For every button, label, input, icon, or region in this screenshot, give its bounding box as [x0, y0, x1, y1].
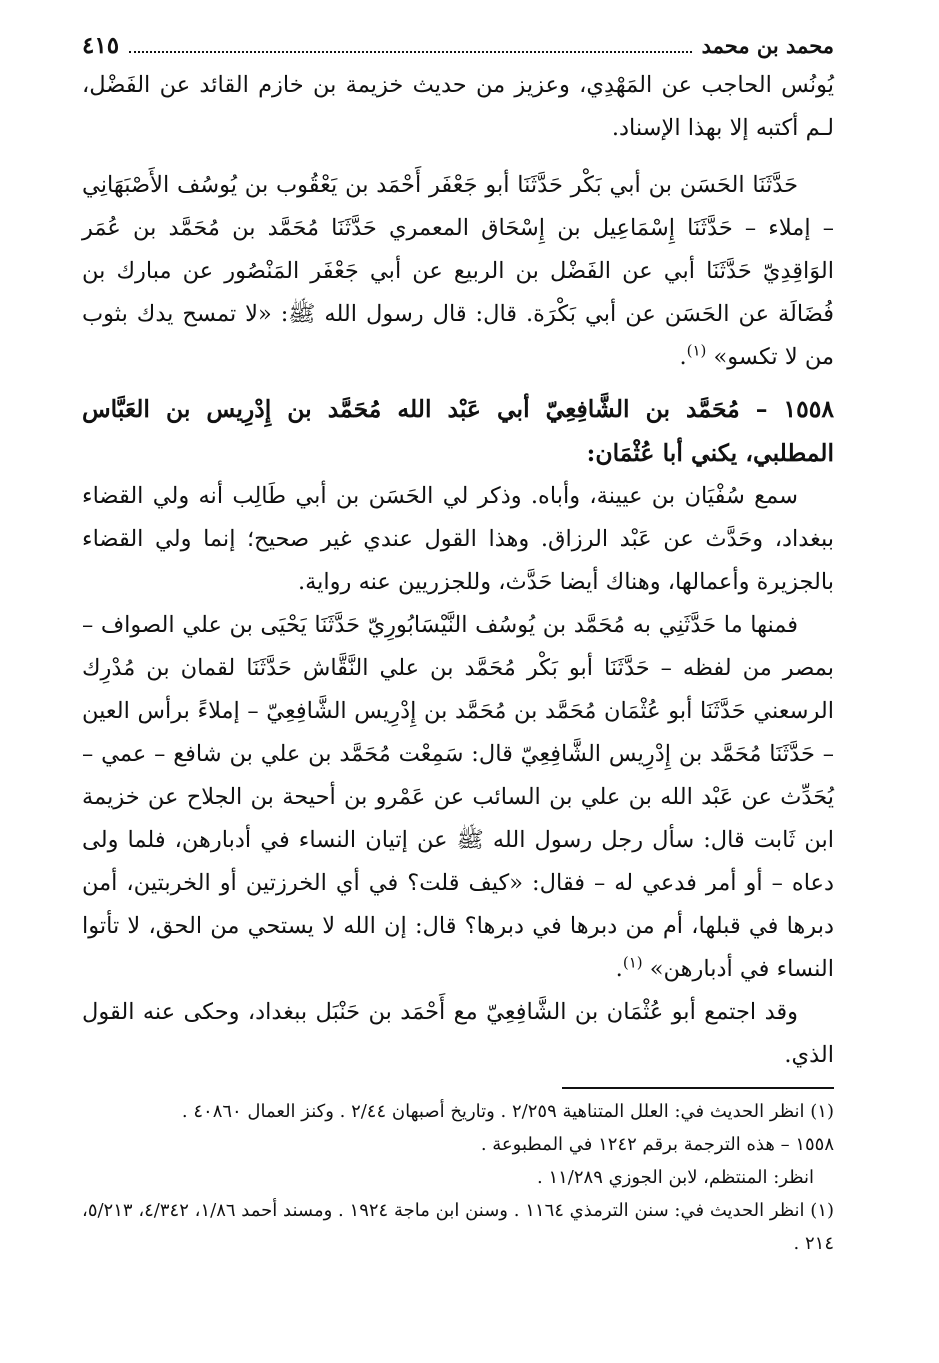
leader-dots: [129, 51, 692, 53]
paragraph-continuation: [82, 64, 834, 150]
footnote: (١) انظر الحديث في: العلل المتناهية ٢/٢٥٩ . وتاريخ أصبهان ٢/٤٤ . وكنز العمال ٤٠٨٦٠ .: [181, 1101, 834, 1122]
paragraph-text: فمنها ما حَدَّثَنِي به مُحَمَّد بن يُوسُف النَّيْسَابُورِيّ حَدَّثَنَا يَحْيَى بن علي الصواف – بمصر من لفظه – حَدَّثَنَا أبو بَكْر مُحَمَّد بن علي النَّقَّاش حَدَّثَنَا لقمان بن مُدْرِك الرسعني حَدَّثَنَا أبو عُثْمَان مُحَمَّد بن مُحَمَّد بن إِدْرِيس الشَّافِعِيّ – إملاءً برأس العين – حَدَّثَنَا مُحَمَّد بن إِدْرِيس الشَّافِعِيّ قال: سَمِعْت مُحَمَّد بن علي بن شافع – عمي – يُحَدِّث عن عَبْد الله بن علي بن السائب عن عَمْرو بن أحيحة بن الجلاح عن خزيمة ابن ثَابت قال: سأل رجل رسول الله ﷺ عن إتيان النساء في أدبارهن، فلما ولى دعاه – أو أمر فدعي له – فقال: «كيف قلت؟ في أي الخرزتين أو الخربتين، أمن دبرها في قبلها، أم من دبرها في دبرها؟ قال: إن الله لا يستحي من الحق، لا تأتوا النساء في أدبارهن»: [82, 612, 834, 982]
paragraph-text: يُونُس الحاجب عن المَهْدِي، وعزيز من حديث خزيمة بن خازم القائد عن الفَضْل، لـم أكتبه إلا بهذا الإسناد.: [82, 72, 834, 141]
running-title: محمد بن محمد: [701, 33, 834, 58]
paragraph-closing: [82, 991, 834, 1077]
footnote: ١٥٥٨ – هذه الترجمة برقم ١٢٤٢ في المطبوعة .: [480, 1134, 834, 1155]
paragraph-hadith: حَدَّثَنَا الحَسَن بن أبي بَكْر حَدَّثَنَا أبو جَعْفَر أَحْمَد بن يَعْقُوب بن يُوسُف الأَصْبَهَانِي – إملاء – حَدَّثَنَا إِسْمَاعِيل بن إِسْحَاق المعمري حَدَّثَنَا مُحَمَّد بن مُحَمَّد بن عُمَر الوَاقِدِيّ حَدَّثَنَا أبي عن الفَضْل بن الربيع عن أبي جَعْفَر المَنْصُور عن مبارك بن فُضَالَة عن الحَسَن عن أبي بَكْرَة. قال: قال رسول الله ﷺ: «لا تمسح يدك بثوب من لا تكسو» $^{(١)}$.: [82, 172, 834, 370]
paragraph-biography: [82, 475, 834, 604]
paragraph-text: حَدَّثَنَا الحَسَن بن أبي بَكْر حَدَّثَنَا أبو جَعْفَر أَحْمَد بن يَعْقُوب بن يُوسُف الأَصْبَهَانِي – إملاء – حَدَّثَنَا إِسْمَاعِيل بن إِسْحَاق المعمري حَدَّثَنَا مُحَمَّد بن مُحَمَّد بن عُمَر الوَاقِدِيّ حَدَّثَنَا أبي عن الفَضْل بن الربيع عن أبي جَعْفَر المَنْصُور عن مبارك بن فُضَالَة عن الحَسَن عن أبي بَكْرَة. قال: قال رسول الله ﷺ: «لا تمسح يدك بثوب من لا تكسو»: [82, 172, 834, 370]
footnote-separator: [562, 1087, 834, 1089]
footnote: (١) انظر الحديث في: سنن الترمذي ١١٦٤ . وسنن ابن ماجة ١٩٢٤ . ومسند أحمد ١/٨٦، ٤/٣٤٢، ٥/٢١٣، ٢١٤ .: [82, 1200, 835, 1254]
running-header: [82, 28, 834, 64]
paragraph-text: وقد اجتمع أبو عُثْمَان بن الشَّافِعِيّ مع أَحْمَد بن حَنْبَل ببغداد، وحكى عنه القول الذي.: [82, 999, 834, 1068]
paragraph-narration: فمنها ما حَدَّثَنِي به مُحَمَّد بن يُوسُف النَّيْسَابُورِيّ حَدَّثَنَا يَحْيَى بن علي الصواف – بمصر من لفظه – حَدَّثَنَا أبو بَكْر مُحَمَّد بن علي النَّقَّاش حَدَّثَنَا لقمان بن مُدْرِك الرسعني حَدَّثَنَا أبو عُثْمَان مُحَمَّد بن مُحَمَّد بن إِدْرِيس الشَّافِعِيّ – إملاءً برأس العين – حَدَّثَنَا مُحَمَّد بن إِدْرِيس الشَّافِعِيّ قال: سَمِعْت مُحَمَّد بن علي بن شافع – عمي – يُحَدِّث عن عَبْد الله بن علي بن السائب عن عَمْرو بن أحيحة بن الجلاح عن خزيمة ابن ثَابت قال: سأل رجل رسول الله ﷺ عن إتيان النساء في أدبارهن، فلما ولى دعاه – أو أمر فدعي له – فقال: «كيف قلت؟ في أي الخرزتين أو الخربتين، أمن دبرها في قبلها، أم من دبرها في دبرها؟ قال: إن الله لا يستحي من الحق، لا تأتوا النساء في أدبارهن» $^{(١)}$.: [82, 612, 834, 982]
footnote-marker: (١): [686, 341, 707, 360]
footnote-marker: (١): [622, 953, 643, 972]
page-number: ٤١٥: [82, 32, 120, 59]
paragraph-text: سمع سُفْيَان بن عيينة، وأباه. وذكر لي الحَسَن بن أبي طَالِب أنه ولي القضاء ببغداد، وحَدَّث عن عَبْد الرزاق. وهذا القول عندي غير صحيح؛ إنما ولي القضاء بالجزيرة وأعمالها، وهناك أيضا حَدَّث، وللجزريين عنه رواية.: [82, 483, 834, 595]
entry-heading: ١٥٥٨ – مُحَمَّد بن الشَّافِعِيّ أبي عَبْد الله مُحَمَّد بن إِدْرِيس بن العَبَّاس المطلبي، يكني أبا عُثْمَان:: [82, 395, 834, 467]
footnote: انظر: المنتظم، لابن الجوزي ١١/٢٨٩ .: [537, 1167, 814, 1188]
document-page: [82, 28, 834, 1348]
